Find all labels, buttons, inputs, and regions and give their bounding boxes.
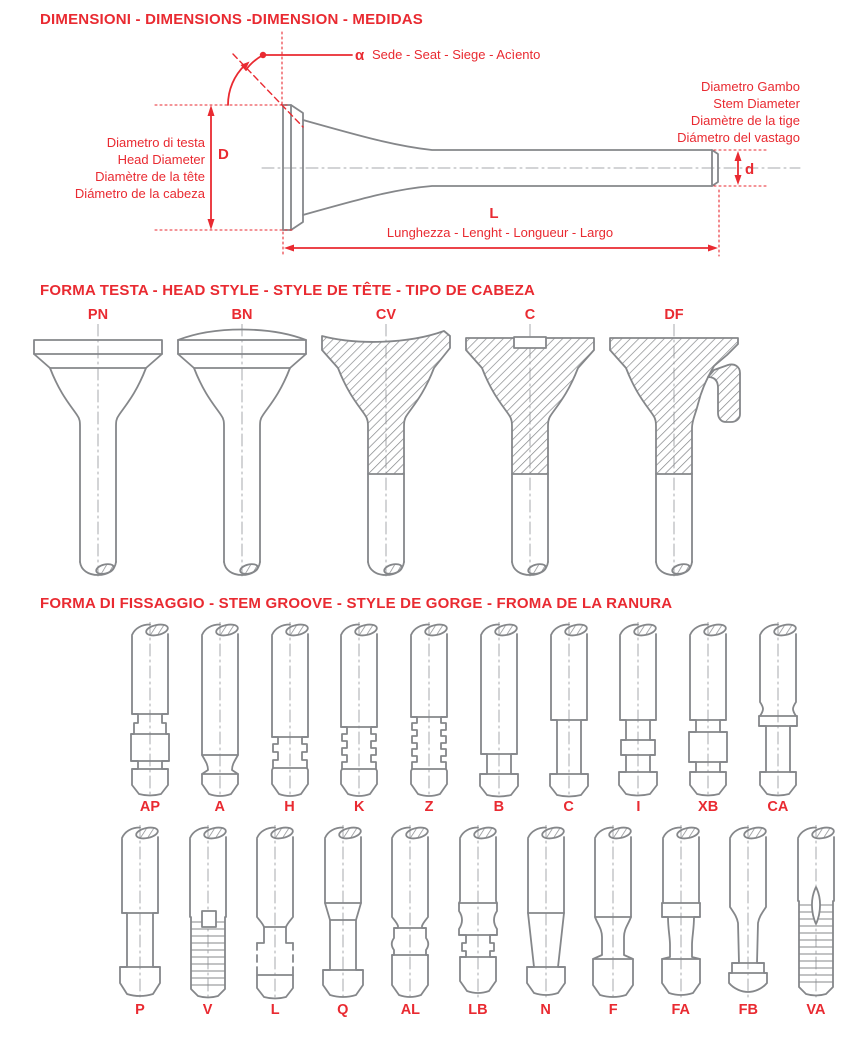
stem-code-f: F <box>608 1002 618 1018</box>
stem-drawing-f <box>581 825 645 1001</box>
stem-drawing-l <box>243 825 307 1001</box>
stem-figure-h <box>258 622 322 815</box>
stem-figure-va <box>784 825 848 1018</box>
stem-code-a: A <box>214 799 225 815</box>
head-diameter-line-4: Diámetro de la cabeza <box>74 186 205 201</box>
stem-code-xb: XB <box>698 799 719 815</box>
stem-drawing-z <box>397 622 461 798</box>
stem-figure-n <box>514 825 578 1018</box>
stem-grooves-row-2 <box>108 825 848 1018</box>
stem-figure-p <box>108 825 172 1018</box>
stem-code-i: I <box>636 799 641 815</box>
stem-figure-fb <box>716 825 780 1018</box>
stem-diameter-line-4: Diámetro del vastago <box>677 130 800 145</box>
stem-code-n: N <box>540 1002 551 1018</box>
stem-code-z: Z <box>424 799 434 815</box>
stem-diameter-line-1: Diametro Gambo <box>701 79 800 94</box>
stem-figure-xb <box>676 622 740 815</box>
stem-drawing-al <box>378 825 442 1001</box>
stem-drawing-fb <box>716 825 780 1001</box>
stem-code-c: C <box>563 799 574 815</box>
stem-code-lb: LB <box>468 1002 488 1018</box>
stem-drawing-ca <box>746 622 810 798</box>
stem-code-v: V <box>202 1002 213 1018</box>
stem-figure-b <box>467 622 531 815</box>
stem-drawing-fa <box>649 825 713 1001</box>
stem-drawing-b <box>467 622 531 798</box>
stem-figure-fa <box>649 825 713 1018</box>
stem-figure-k <box>327 622 391 815</box>
stem-figure-al <box>378 825 442 1018</box>
dimensions-title: DIMENSIONI - DIMENSIONS -DIMENSION - MEDIDAS <box>40 11 423 28</box>
stem-code-k: K <box>354 799 365 815</box>
head-c-notch <box>514 337 546 348</box>
length-symbol: L <box>489 205 499 222</box>
head-figure-bn <box>170 307 314 579</box>
stem-figure-v <box>176 825 240 1018</box>
stem-drawing-a <box>188 622 252 798</box>
head-figure-c <box>458 307 602 579</box>
stem-drawing-p <box>108 825 172 1001</box>
stem-code-va: VA <box>806 1002 826 1018</box>
stem-tip <box>712 150 718 186</box>
head-figure-pn <box>26 307 170 579</box>
stem-v-tab <box>202 911 216 927</box>
stem-figure-i <box>606 622 670 815</box>
stem-code-fa: FA <box>671 1002 691 1018</box>
head-drawing-cv <box>314 324 458 579</box>
stem-code-q: Q <box>337 1002 349 1018</box>
seat-angle-symbol: α <box>355 47 365 64</box>
stem-figure-ap <box>118 622 182 815</box>
seat-angle-arc <box>228 65 245 105</box>
stem-drawing-lb <box>446 825 510 1001</box>
stem-figure-f <box>581 825 645 1018</box>
head-code-df: DF <box>664 307 684 323</box>
head-drawing-pn <box>26 324 170 579</box>
length-label: Lunghezza - Lenght - Longueur - Largo <box>386 225 614 240</box>
valve-dimension-diagram <box>0 28 860 278</box>
stem-code-al: AL <box>400 1002 421 1018</box>
stem-figure-lb <box>446 825 510 1018</box>
stem-drawing-k <box>327 622 391 798</box>
head-code-c: C <box>524 307 536 323</box>
stem-va-flute <box>812 887 820 924</box>
head-code-pn: PN <box>87 307 109 323</box>
stem-drawing-i <box>606 622 670 798</box>
head-drawing-df <box>602 324 746 579</box>
stem-drawing-q <box>311 825 375 1001</box>
stem-drawing-c <box>537 622 601 798</box>
stem-code-ca: CA <box>767 799 789 815</box>
stem-grooves-title: FORMA DI FISSAGGIO - STEM GROOVE - STYLE DE GORGE - FROMA DE LA RANURA <box>40 595 673 612</box>
stem-drawing-v <box>176 825 240 1001</box>
stem-figure-a <box>188 622 252 815</box>
head-diameter-symbol: D <box>218 146 229 163</box>
stem-diameter-line-3: Diamètre de la tige <box>690 113 800 128</box>
stem-figure-c <box>537 622 601 815</box>
head-styles-row <box>26 307 742 579</box>
head-drawing-bn <box>170 324 314 579</box>
head-code-cv: CV <box>375 307 397 323</box>
stem-figure-q <box>311 825 375 1018</box>
stem-diameter-line-2: Stem Diameter <box>713 96 800 111</box>
stem-drawing-va <box>784 825 848 1001</box>
stem-drawing-h <box>258 622 322 798</box>
stem-figure-z <box>397 622 461 815</box>
head-diameter-line-2: Head Diameter <box>117 152 205 167</box>
stem-grooves-row-1 <box>118 622 810 815</box>
stem-figure-l <box>243 825 307 1018</box>
stem-code-l: L <box>270 1002 280 1018</box>
stem-drawing-n <box>514 825 578 1001</box>
head-styles-title: FORMA TESTA - HEAD STYLE - STYLE DE TÊTE - TIPO DE CABEZA <box>40 282 536 299</box>
stem-drawing-xb <box>676 622 740 798</box>
stem-drawing-ap <box>118 622 182 798</box>
head-code-bn: BN <box>231 307 253 323</box>
stem-code-p: P <box>135 1002 145 1018</box>
head-figure-cv <box>314 307 458 579</box>
stem-code-fb: FB <box>738 1002 759 1018</box>
seat-label: Sede - Seat - Siege - Acìento <box>372 47 541 62</box>
head-diameter-line-1: Diametro di testa <box>106 135 205 150</box>
stem-code-b: B <box>493 799 505 815</box>
head-df-hook <box>708 364 740 422</box>
stem-code-h: H <box>284 799 295 815</box>
stem-diameter-symbol: d <box>745 161 755 178</box>
head-diameter-line-3: Diamètre de la tête <box>95 169 205 184</box>
head-figure-df <box>602 307 746 579</box>
head-drawing-c <box>458 324 602 579</box>
stem-figure-ca <box>746 622 810 815</box>
stem-code-ap: AP <box>139 799 161 815</box>
